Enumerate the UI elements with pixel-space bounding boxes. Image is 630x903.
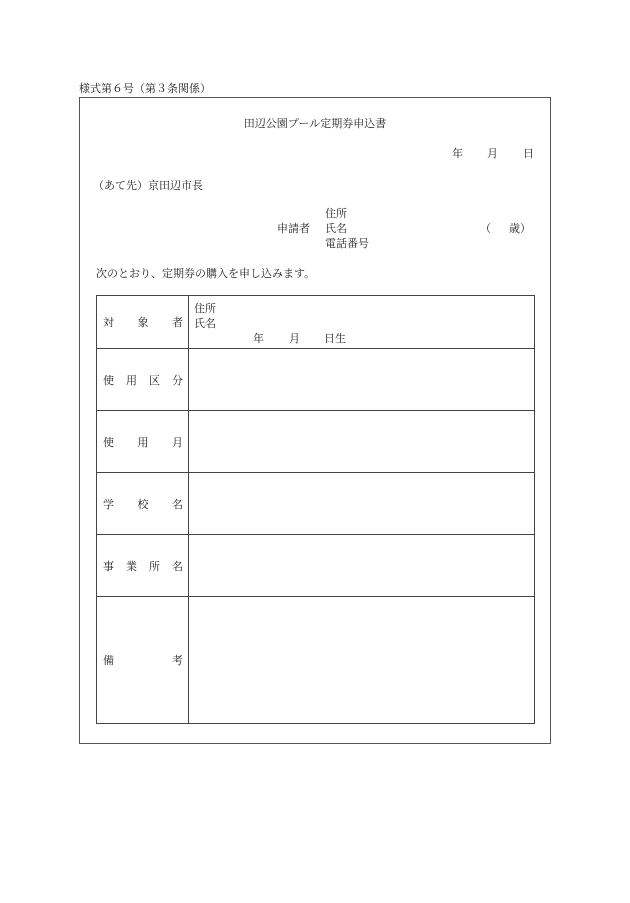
applicant-phone-label: 電話番号 [325, 237, 369, 250]
age-close: 歳） [509, 222, 531, 235]
row-label: 備考 [103, 654, 183, 667]
target-address-label: 住所 [194, 302, 216, 315]
form-number: 様式第６号（第３条関係） [79, 82, 211, 95]
school-name-cell[interactable] [189, 473, 535, 535]
intro-text: 次のとおり、定期券の購入を申し込みます。 [96, 267, 316, 280]
date-year: 年 [452, 147, 463, 160]
application-table [96, 295, 535, 724]
table-row-office [97, 535, 535, 597]
office-name-cell[interactable] [189, 535, 535, 597]
target-input-cell[interactable] [189, 296, 535, 349]
table-row-target [97, 296, 535, 349]
title-text: 田辺公園プール定期券申込書 [243, 117, 387, 130]
applicant-address-label: 住所 [325, 207, 347, 220]
row-label: 学校名 [103, 497, 183, 511]
row-label: 対象者 [103, 316, 183, 329]
date-day: 日 [523, 147, 534, 160]
row-label: 使用区分 [103, 373, 183, 387]
usage-month-cell[interactable] [189, 411, 535, 473]
row-label: 事業所名 [103, 559, 183, 573]
birth-day: 日生 [324, 332, 346, 345]
applicant-label: 申請者 [277, 222, 310, 235]
usage-category-cell[interactable] [189, 349, 535, 411]
birth-month: 月 [289, 332, 300, 345]
form-title [0, 115, 630, 131]
date-month: 月 [487, 147, 498, 160]
table-row-usage-category [97, 349, 535, 411]
table-row-remarks [97, 597, 535, 724]
row-label: 使用月 [103, 435, 183, 449]
addressee: （あて先）京田辺市長 [93, 179, 203, 192]
target-name-label: 氏名 [194, 317, 216, 330]
table-row-usage-month [97, 411, 535, 473]
birth-year: 年 [253, 332, 264, 345]
age-open: （ [480, 222, 491, 235]
remarks-cell[interactable] [189, 597, 535, 724]
applicant-name-label: 氏名 [325, 222, 347, 235]
table-row-school [97, 473, 535, 535]
